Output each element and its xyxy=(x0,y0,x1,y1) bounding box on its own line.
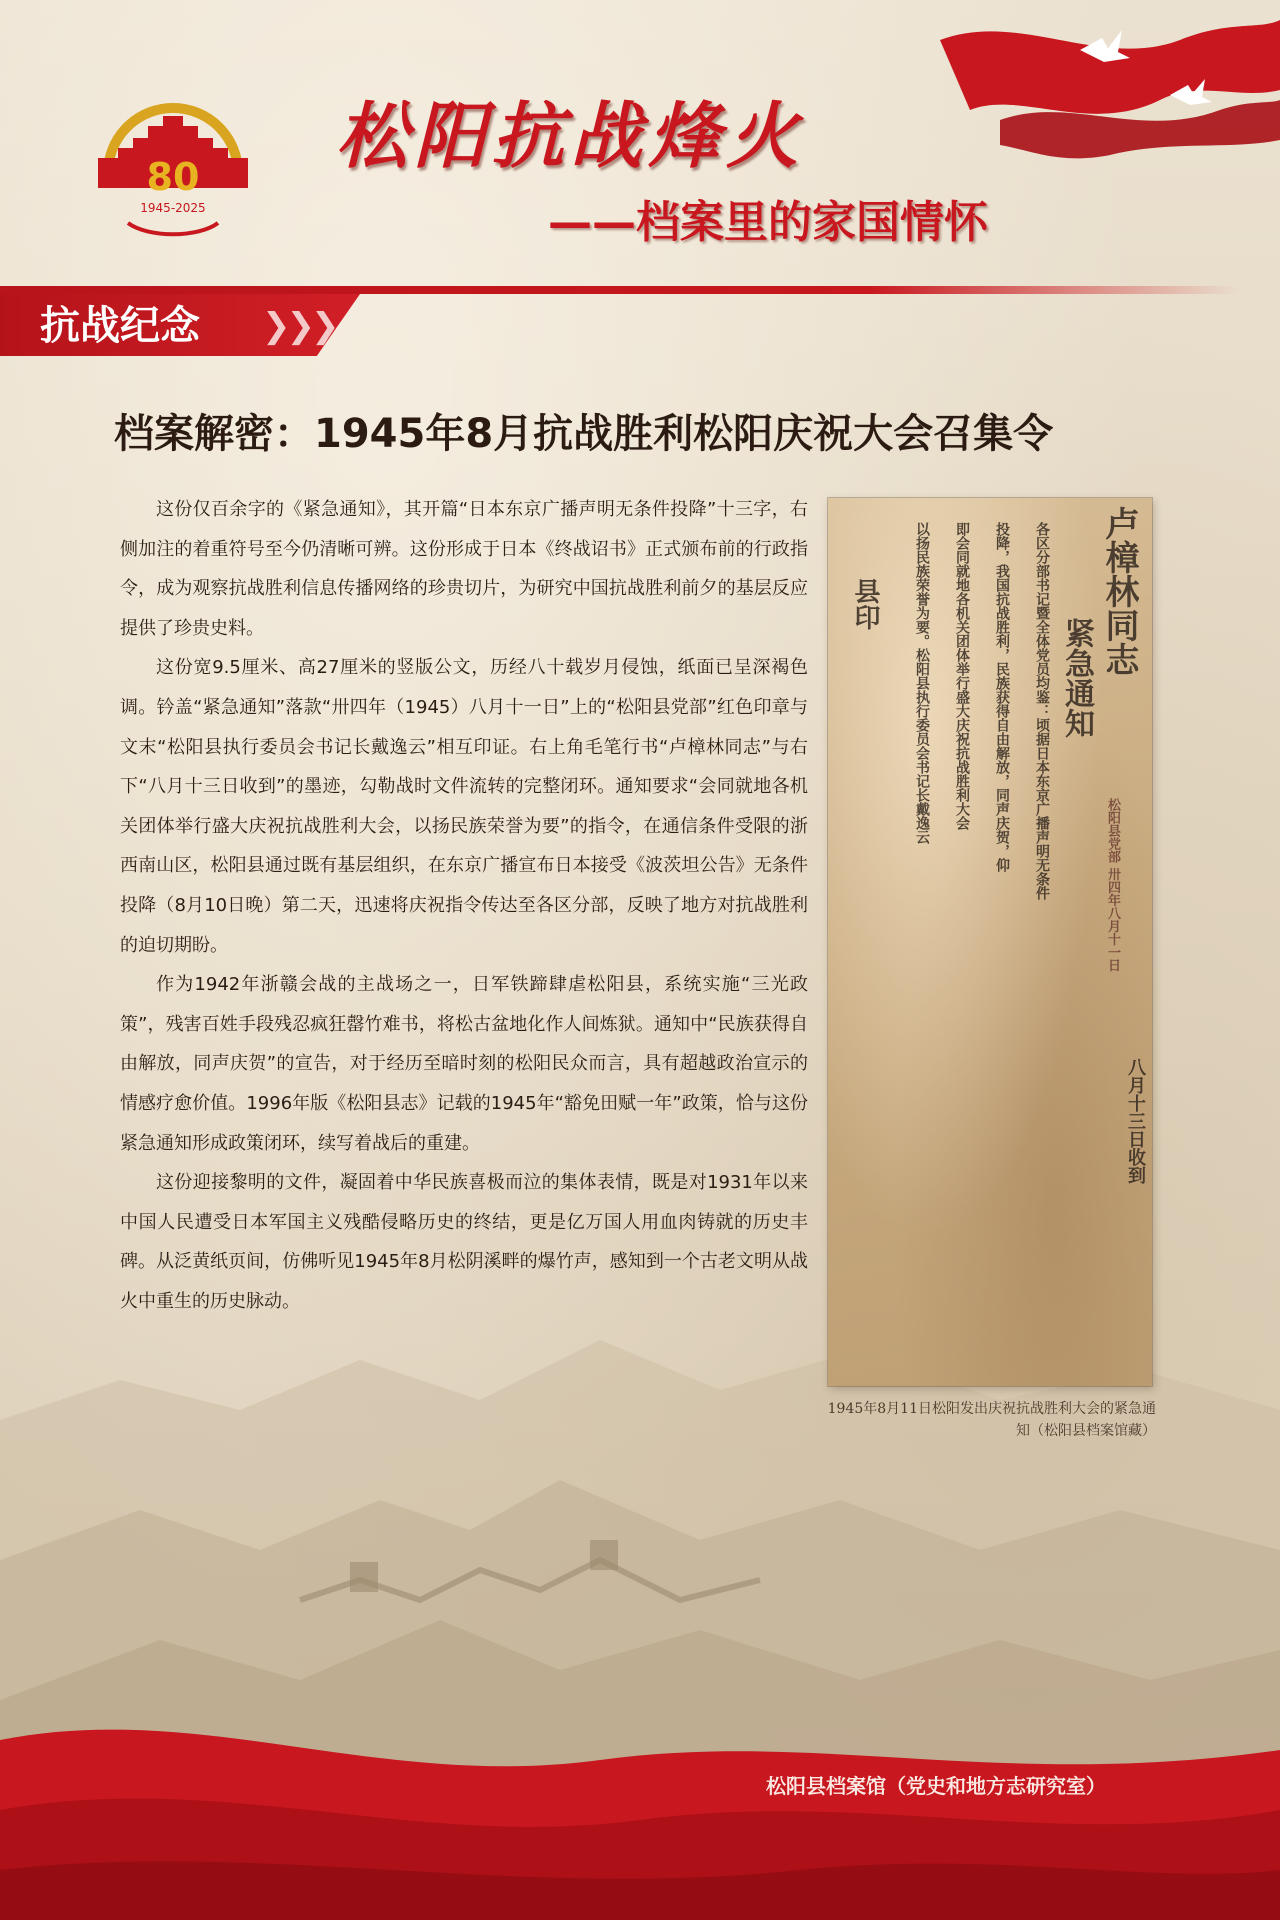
article-body xyxy=(120,490,808,1321)
article-paragraph: 这份仅百余字的《紧急通知》，其开篇“日本东京广播声明无条件投降”十三字，右侧加注的着重符号至今仍清晰可辨。这份形成于日本《终战诏书》正式颁布前的行政指令，成为观察抗战胜利信息传播网络的珍贵切片，为研究中国抗战胜利前夕的基层反应提供了珍贵史料。 xyxy=(120,499,808,639)
poster-subtitle: ——档案里的家国情怀 xyxy=(548,197,988,248)
article-headline: 档案解密：1945年8月抗战胜利松阳庆祝大会召集令 xyxy=(114,411,1054,457)
poster-title: 松阳抗战烽火 xyxy=(336,93,805,178)
red-ribbon-top-decoration xyxy=(940,0,1280,160)
article-paragraph: 作为1942年浙赣会战的主战场之一，日军铁蹄肆虐松阳县，系统实施“三光政策”，残害百姓手段残忍疯狂罄竹难书，将松古盆地化作人间炼狱。通知中“民族获得自由解放，同声庆贺”的宣告，对于经历至暗时刻的松阳民众而言，具有超越政治宣示的情感疗愈价值。1996年版《松阳县志》记载的1945年“豁免田赋一年”政策，恰与这份紧急通知形成政策闭环，续写着战后的重建。 xyxy=(120,974,808,1154)
section-divider-line xyxy=(0,286,1240,294)
section-label: 抗战纪念 xyxy=(40,302,200,349)
footer-organization: 松阳县档案馆（党史和地方志研究室） xyxy=(766,1774,1106,1798)
document-caption: 1945年8月11日松阳发出庆祝抗战胜利大会的紧急通知（松阳县档案馆藏） xyxy=(827,1401,1156,1439)
document-side-note: 松阳县党部 卅四年八月十一日 xyxy=(1105,798,1120,972)
document-column: 卢樟林同志 xyxy=(1099,506,1139,676)
document-column: 县印 xyxy=(850,578,880,630)
logo-years: 1945-2025 xyxy=(140,201,206,215)
article-paragraph: 这份迎接黎明的文件，凝固着中华民族喜极而泣的集体表情，既是对1931年以来中国人民遭受日本军国主义残酷侵略历史的终结，更是亿万国人用血肉铸就的历史丰碑。从泛黄纸页间，仿佛听见1945年8月松阴溪畔的爆竹声，感知到一个古老文明从战火中重生的历史脉动。 xyxy=(120,1172,808,1312)
article-paragraph: 这份宽9.5厘米、高27厘米的竖版公文，历经八十载岁月侵蚀，纸面已呈深褐色调。钤盖“紧急通知”落款“卅四年（1945）八月十一日”上的“松阳县党部”红色印章与文末“松阳县执行委员会书记长戴逸云”相互印证。右上角毛笔行书“卢樟林同志”与右下“八月十三日收到”的墨迹，勾勒战时文件流转的完整闭环。通知要求“会同就地各机关团体举行盛大庆祝抗战胜利大会，以扬民族荣誉为要”的指令，在通信条件受限的浙西南山区，松阳县通过既有基层组织，在东京广播宣布日本接受《波茨坦公告》无条件投降（8月10日晚）第二天，迅速将庆祝指令传达至各区分部，反映了地方对抗战胜利的迫切期盼。 xyxy=(120,657,808,956)
logo-number: 80 xyxy=(146,155,200,199)
document-column: 紧急通知 xyxy=(1059,618,1094,738)
document-column: 各区分部书记暨全体党员均鉴：顷据日本东京广播声明无条件 xyxy=(1034,522,1050,900)
red-ribbon-bottom-decoration xyxy=(0,1700,1280,1920)
document-column: 以扬民族荣誉为要。松阳县执行委员会书记长戴逸云 xyxy=(914,522,930,844)
document-column: 即会同就地各机关团体举行盛大庆祝抗战胜利大会 xyxy=(954,522,970,830)
archival-document-image xyxy=(828,498,1152,1386)
document-column: 投降，我国抗战胜利，民族获得自由解放，同声庆贺，仰 xyxy=(994,522,1010,872)
anniversary-logo xyxy=(88,78,258,248)
document-side-note: 八月十三日收到 xyxy=(1125,1058,1146,1184)
chevron-right-icon: ❯❯❯ xyxy=(262,306,336,346)
